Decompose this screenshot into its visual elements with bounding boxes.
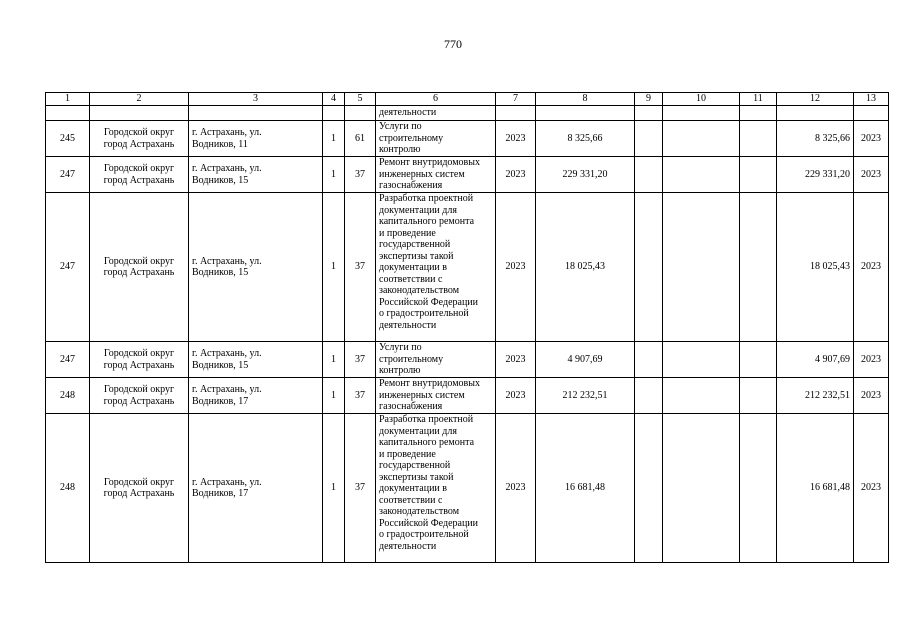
cell-col-4: 1 <box>323 157 345 193</box>
cell-col-5: 37 <box>345 157 376 193</box>
cell-year: 2023 <box>496 193 536 342</box>
cell-col-13: 2023 <box>854 414 889 563</box>
cell-municipality: Городской округ город Астрахань <box>90 378 189 414</box>
cell-total-cost: 16 681,48 <box>536 414 635 563</box>
cell-col-4: 1 <box>323 414 345 563</box>
cell-col-9 <box>635 378 663 414</box>
column-header: 7 <box>496 93 536 106</box>
cell-col-12: 4 907,69 <box>777 342 854 378</box>
cell-col-13: 2023 <box>854 378 889 414</box>
cell-col-9 <box>635 193 663 342</box>
cell-row-number: 247 <box>46 193 90 342</box>
cell-municipality: Городской округ город Астрахань <box>90 342 189 378</box>
cell-col-10 <box>663 342 740 378</box>
cell-address: г. Астрахань, ул. Водников, 15 <box>189 342 323 378</box>
cell-municipality: Городской округ город Астрахань <box>90 157 189 193</box>
cell-col-10 <box>663 193 740 342</box>
cell-total-cost: 229 331,20 <box>536 157 635 193</box>
column-header: 5 <box>345 93 376 106</box>
page-number: 770 <box>444 37 462 51</box>
cell-municipality: Городской округ город Астрахань <box>90 414 189 563</box>
cell-col-12: 16 681,48 <box>777 414 854 563</box>
table-row <box>46 342 889 378</box>
cell-work-type: Разработка проектной документации для капитального ремонта и проведение государственной экспертизы такой документации в соответствии с законодательством Российской Федерации о градостроительной деятельности <box>376 193 496 342</box>
cell-year: 2023 <box>496 342 536 378</box>
cell-col-11 <box>740 342 777 378</box>
cell-work-type: Разработка проектной документации для капитального ремонта и проведение государственной экспертизы такой документации в соответствии с законодательством Российской Федерации о градостроительной деятельности <box>376 414 496 563</box>
column-header: 12 <box>777 93 854 106</box>
cell-col-9 <box>635 342 663 378</box>
cell-col-13: 2023 <box>854 157 889 193</box>
cell-col-5: 37 <box>345 414 376 563</box>
cell-row-number: 245 <box>46 121 90 157</box>
table-row <box>46 378 889 414</box>
cell-col-5: 37 <box>345 193 376 342</box>
cell-year: 2023 <box>496 121 536 157</box>
cell-work-type: Услуги по строительному контролю <box>376 121 496 157</box>
column-header: 4 <box>323 93 345 106</box>
cell-col-9 <box>635 157 663 193</box>
cell-col-11 <box>740 193 777 342</box>
cell-total-cost: 8 325,66 <box>536 121 635 157</box>
cell-municipality: Городской округ город Астрахань <box>90 121 189 157</box>
cell-total-cost: 4 907,69 <box>536 342 635 378</box>
column-header: 9 <box>635 93 663 106</box>
continuation-text: деятельности <box>376 106 496 121</box>
column-header: 10 <box>663 93 740 106</box>
cell-col-5: 61 <box>345 121 376 157</box>
table-row <box>46 157 889 193</box>
cell-work-type: Услуги по строительному контролю <box>376 342 496 378</box>
cell-col-4: 1 <box>323 121 345 157</box>
cell-col-9 <box>635 121 663 157</box>
cell-work-type: Ремонт внутридомовых инженерных систем газоснабжения <box>376 157 496 193</box>
cell-address: г. Астрахань, ул. Водников, 15 <box>189 157 323 193</box>
cell-work-type: Ремонт внутридомовых инженерных систем газоснабжения <box>376 378 496 414</box>
cell-col-4: 1 <box>323 342 345 378</box>
cell-address: г. Астрахань, ул. Водников, 17 <box>189 378 323 414</box>
cell-col-11 <box>740 157 777 193</box>
column-header: 13 <box>854 93 889 106</box>
cell-col-12: 229 331,20 <box>777 157 854 193</box>
cell-address: г. Астрахань, ул. Водников, 11 <box>189 121 323 157</box>
cell-total-cost: 212 232,51 <box>536 378 635 414</box>
cell-row-number: 248 <box>46 378 90 414</box>
cell-col-12: 8 325,66 <box>777 121 854 157</box>
column-header: 8 <box>536 93 635 106</box>
cell-col-11 <box>740 414 777 563</box>
table-body <box>46 93 889 563</box>
column-header: 11 <box>740 93 777 106</box>
cell-year: 2023 <box>496 378 536 414</box>
cell-col-5: 37 <box>345 378 376 414</box>
column-header: 3 <box>189 93 323 106</box>
cell-col-11 <box>740 378 777 414</box>
column-header: 6 <box>376 93 496 106</box>
cell-col-10 <box>663 157 740 193</box>
cell-total-cost: 18 025,43 <box>536 193 635 342</box>
cell-col-12: 18 025,43 <box>777 193 854 342</box>
table-row <box>46 121 889 157</box>
cell-col-12: 212 232,51 <box>777 378 854 414</box>
cell-row-number: 247 <box>46 342 90 378</box>
cell-col-5: 37 <box>345 342 376 378</box>
cell-col-10 <box>663 378 740 414</box>
cell-col-11 <box>740 121 777 157</box>
cell-col-13: 2023 <box>854 193 889 342</box>
cell-municipality: Городской округ город Астрахань <box>90 193 189 342</box>
table-row <box>46 414 889 563</box>
cell-year: 2023 <box>496 414 536 563</box>
cell-year: 2023 <box>496 157 536 193</box>
cell-col-4: 1 <box>323 193 345 342</box>
column-header: 1 <box>46 93 90 106</box>
column-header-row <box>46 93 889 106</box>
column-header: 2 <box>90 93 189 106</box>
cell-row-number: 247 <box>46 157 90 193</box>
cell-address: г. Астрахань, ул. Водников, 17 <box>189 414 323 563</box>
cell-col-10 <box>663 414 740 563</box>
continuation-row <box>46 106 889 121</box>
cell-address: г. Астрахань, ул. Водников, 15 <box>189 193 323 342</box>
cell-col-9 <box>635 414 663 563</box>
cell-col-4: 1 <box>323 378 345 414</box>
table-row <box>46 193 889 342</box>
cell-col-13: 2023 <box>854 121 889 157</box>
cell-col-13: 2023 <box>854 342 889 378</box>
cell-row-number: 248 <box>46 414 90 563</box>
cell-col-10 <box>663 121 740 157</box>
data-table <box>45 92 889 563</box>
